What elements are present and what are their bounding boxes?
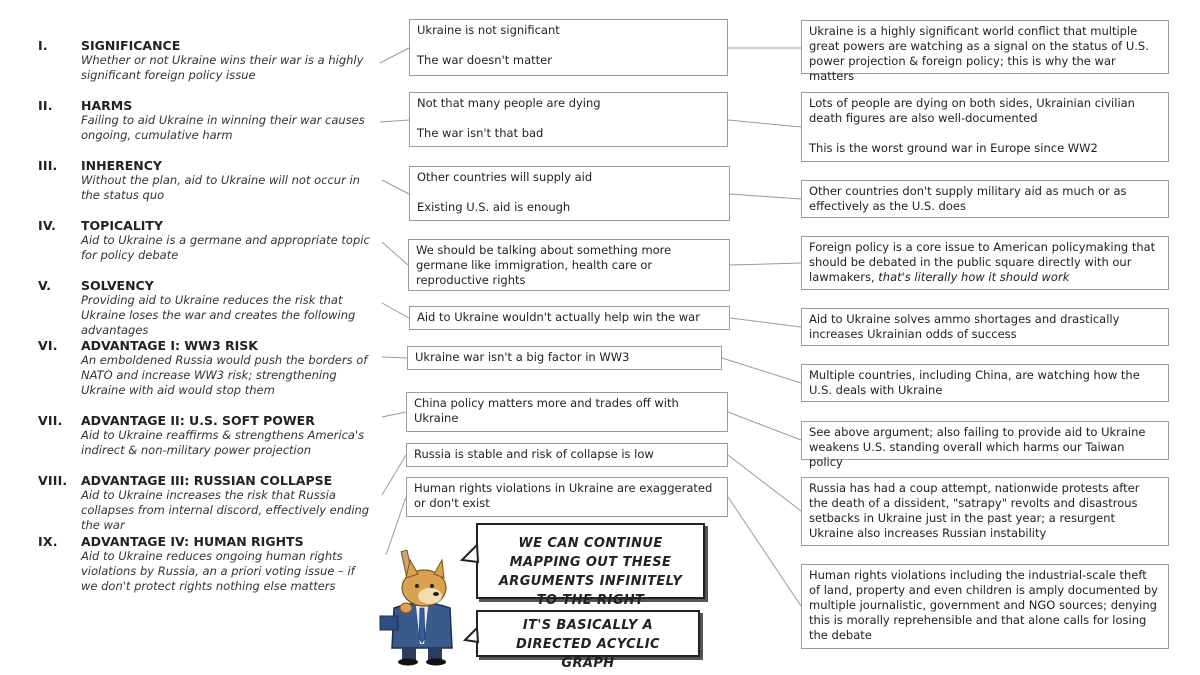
objection-line: Human rights violations in Ukraine are exaggerated or don't exist (414, 481, 713, 510)
doge-mascot-icon (372, 548, 472, 666)
point-number: I. (38, 38, 48, 53)
point-title: HARMS (81, 98, 133, 113)
response-line: Lots of people are dying on both sides, Ukrainian civilian death figures are also well-documented (809, 96, 1135, 125)
point-title: ADVANTAGE I: WW3 RISK (81, 338, 258, 353)
response-line: Multiple countries, including China, are watching how the U.S. deals with Ukraine (809, 368, 1140, 397)
response-line: Aid to Ukraine solves ammo shortages and drastically increases Ukrainian odds of success (809, 312, 1120, 341)
objection-line: Existing U.S. aid is enough (417, 200, 571, 214)
objection-line: Ukraine is not significant (417, 23, 560, 37)
point-number: III. (38, 158, 58, 173)
response-line: See above argument; also failing to provide aid to Ukraine weakens U.S. standing overall which harms our Taiwan policy (809, 425, 1146, 469)
point-number: VI. (38, 338, 58, 353)
objection-line: Aid to Ukraine wouldn't actually help win the war (417, 310, 700, 324)
objection-line: Russia is stable and risk of collapse is low (414, 447, 654, 461)
point-number: IX. (38, 534, 58, 549)
objection-line: The war doesn't matter (417, 53, 552, 67)
point-description: Whether or not Ukraine wins their war is a highly significant foreign policy issue (81, 53, 364, 82)
point-description: An emboldened Russia would push the borders of NATO and increase WW3 risk; strengthening Ukraine with aid would stop them (81, 353, 368, 397)
response-line: Russia has had a coup attempt, nationwide protests after the death of a dissident, "satrapy" revolts and disastrous setbacks in Ukraine just in the past year; a resurgent Ukraine also increases Russian instability (809, 481, 1140, 540)
point-title: INHERENCY (81, 158, 162, 173)
response-line: Human rights violations including the industrial-scale theft of land, property and even children is amply documented by multiple journalistic, government and NGO sources; denying this is morally reprehensible and that alone calls for losing the debate (809, 568, 1158, 642)
point-number: VII. (38, 413, 63, 428)
objection-line: Other countries will supply aid (417, 170, 593, 184)
point-title: ADVANTAGE II: U.S. SOFT POWER (81, 413, 315, 428)
point-title: SOLVENCY (81, 278, 154, 293)
response-line: Ukraine is a highly significant world conflict that multiple great powers are watching as a signal on the status of U.S. power projection & foreign policy; this is why the war matters (809, 24, 1149, 83)
point-description: Failing to aid Ukraine in winning their war causes ongoing, cumulative harm (81, 113, 365, 142)
point-description: Without the plan, aid to Ukraine will not occur in the status quo (81, 173, 360, 202)
point-description: Providing aid to Ukraine reduces the risk that Ukraine loses the war and creates the following advantages (81, 293, 356, 337)
point-number: II. (38, 98, 53, 113)
response-line: Other countries don't supply military aid as much or as effectively as the U.S. does (809, 184, 1127, 213)
objection-line: Ukraine war isn't a big factor in WW3 (415, 350, 630, 364)
point-title: SIGNIFICANCE (81, 38, 181, 53)
objection-line: The war isn't that bad (417, 126, 544, 140)
response-line: This is the worst ground war in Europe since WW2 (809, 141, 1098, 155)
response-emphasis: that's literally how it should work (878, 270, 1070, 284)
point-description: Aid to Ukraine reaffirms & strengthens America's indirect & non-military power projection (81, 428, 365, 457)
objection-line: We should be talking about something more germane like immigration, health care or reproductive rights (416, 243, 672, 287)
objection-line: China policy matters more and trades off with Ukraine (414, 396, 679, 425)
point-number: V. (38, 278, 52, 293)
point-title: ADVANTAGE IV: HUMAN RIGHTS (81, 534, 304, 549)
speech-bubble-text: IT'S BASICALLY A DIRECTED ACYCLIC GRAPH (516, 618, 660, 671)
response-line: Foreign policy is a core issue to American policymaking that should be debated in the public square directly with our lawmakers, (809, 240, 1156, 284)
point-number: IV. (38, 218, 57, 233)
point-title: TOPICALITY (81, 218, 164, 233)
objection-line: Not that many people are dying (417, 96, 601, 110)
point-description: Aid to Ukraine increases the risk that Russia collapses from internal discord, effectively ending the war (81, 488, 370, 532)
point-description: Aid to Ukraine reduces ongoing human rights violations by Russia, an a priori voting issue – if we don't protect rights nothing else matters (81, 549, 355, 593)
point-description: Aid to Ukraine is a germane and appropriate topic for policy debate (81, 233, 370, 262)
speech-bubble-text: WE CAN CONTINUE MAPPING OUT THESE ARGUMENTS INFINITELY TO THE RIGHT (498, 536, 683, 608)
point-number: VIII. (38, 473, 68, 488)
point-title: ADVANTAGE III: RUSSIAN COLLAPSE (81, 473, 333, 488)
